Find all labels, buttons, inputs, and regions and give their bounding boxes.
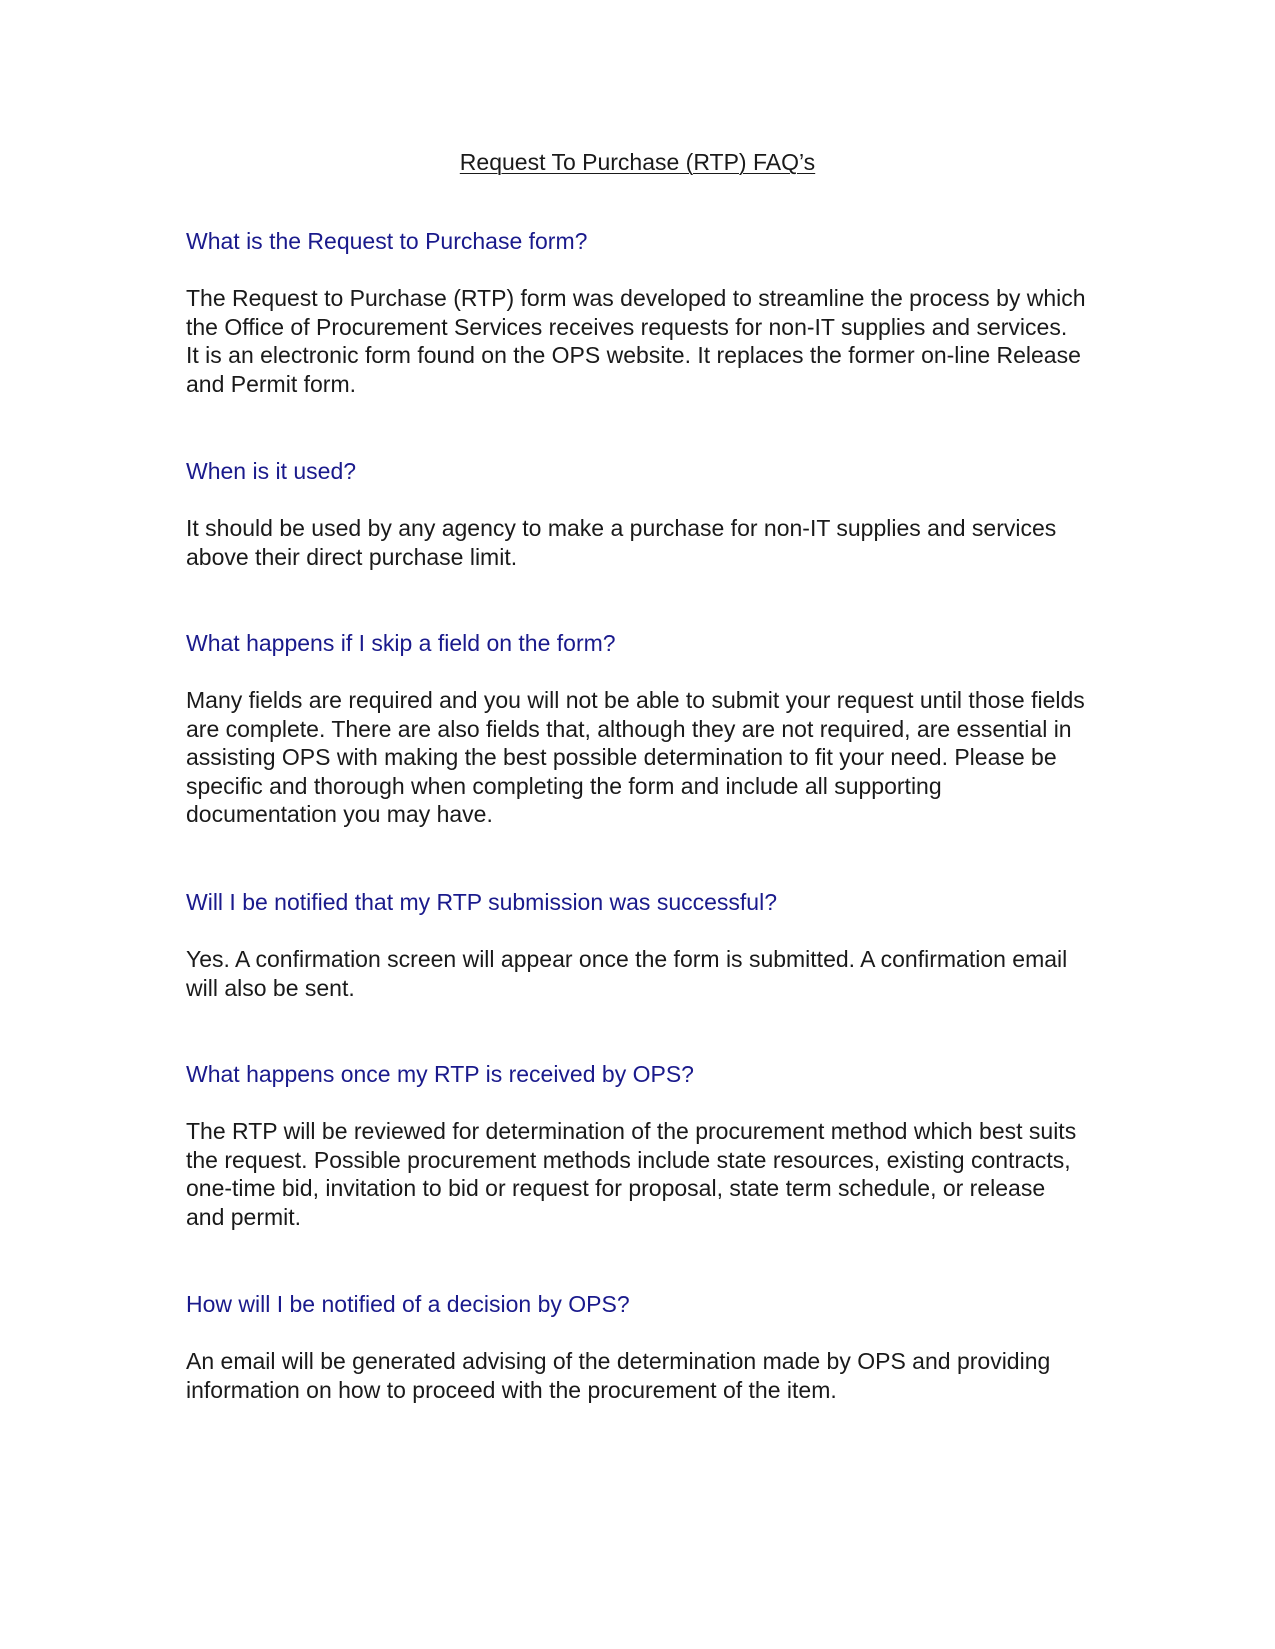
faq-question: What happens once my RTP is received by OPS? — [186, 1061, 694, 1087]
faq-answer: Yes. A confirmation screen will appear once the form is submitted. A confirmation email will also be sent. — [186, 946, 1068, 1001]
faq-item — [186, 888, 1086, 1002]
faq-question: Will I be notified that my RTP submission was successful? — [186, 889, 777, 915]
faq-answer: The Request to Purchase (RTP) form was developed to streamline the process by which the Office of Procurement Services receives requests for non-IT supplies and services. It is an electronic form found on the OPS website. It replaces the former on-line Release and Permit form. — [186, 285, 1086, 397]
faq-question: How will I be notified of a decision by OPS? — [186, 1291, 630, 1317]
faq-item — [186, 227, 1086, 398]
faq-item — [186, 629, 1086, 829]
faq-item — [186, 1060, 1086, 1231]
document-title — [0, 148, 1275, 176]
faq-answer: It should be used by any agency to make a purchase for non-IT supplies and services above their direct purchase limit. — [186, 515, 1057, 570]
faq-answer: Many fields are required and you will not be able to submit your request until those fields are complete. There are also fields that, although they are not required, are essential in assisting OPS with making the best possible determination to fit your need. Please be specific and thorough when completing the form and include all supporting documentation you may have. — [186, 687, 1085, 828]
faq-question: When is it used? — [186, 458, 357, 484]
faq-answer: An email will be generated advising of the determination made by OPS and providing information on how to proceed with the procurement of the item. — [186, 1348, 1051, 1403]
faq-question: What happens if I skip a field on the form? — [186, 630, 616, 656]
document-title-text: Request To Purchase (RTP) FAQ’s — [459, 149, 816, 175]
faq-question: What is the Request to Purchase form? — [186, 228, 588, 254]
faq-item — [186, 1290, 1086, 1404]
faq-item — [186, 457, 1086, 571]
faq-answer: The RTP will be reviewed for determination of the procurement method which best suits the request. Possible procurement methods include state resources, existing contracts, one-time bid, invitation to bid or request for proposal, state term schedule, or release and permit. — [186, 1118, 1077, 1230]
